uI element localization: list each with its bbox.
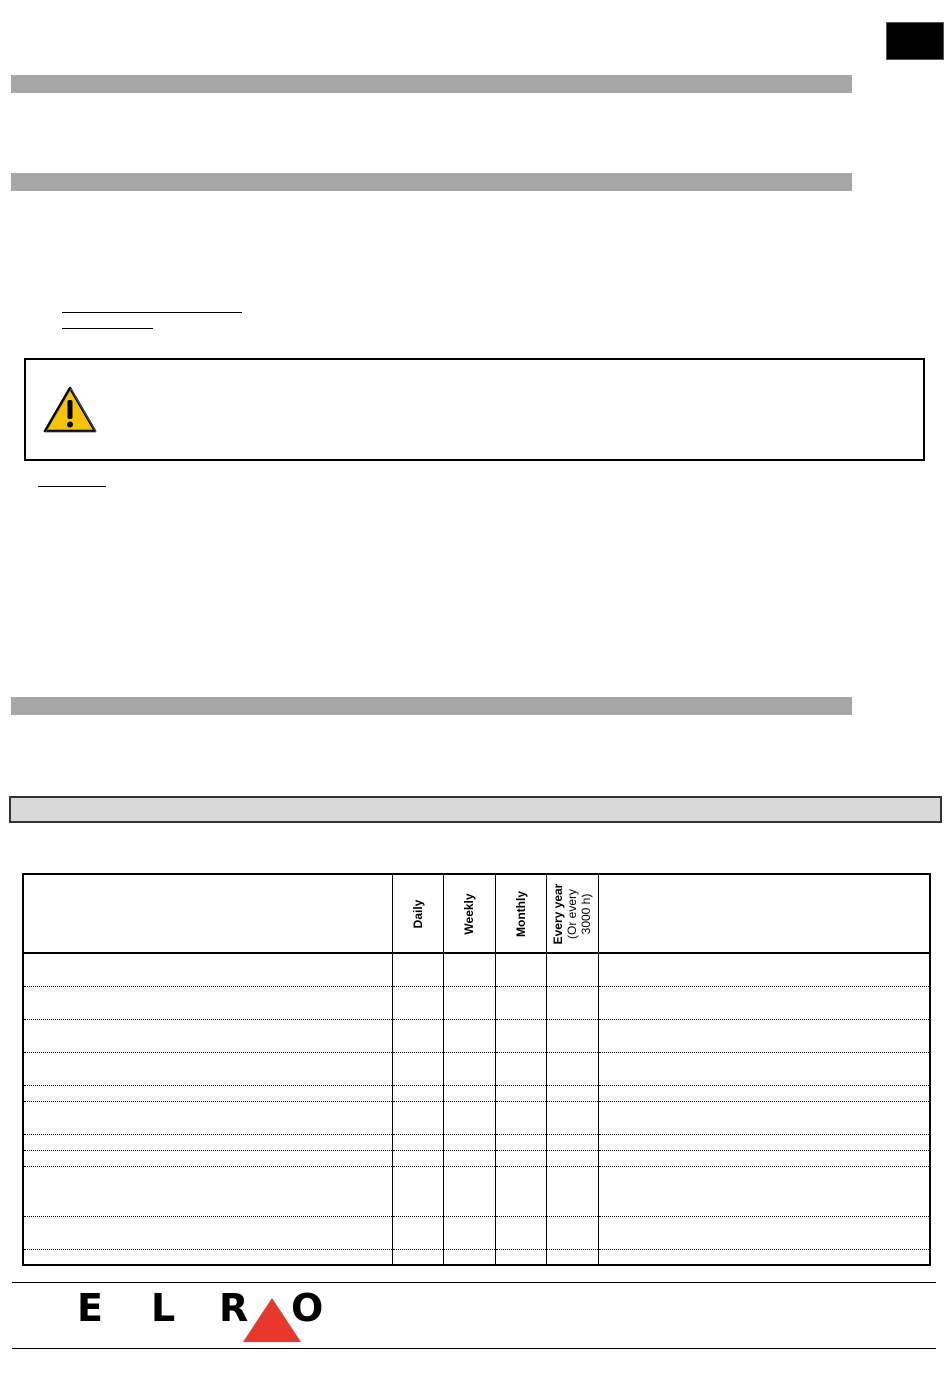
table-row [23,1019,930,1052]
logo-letter-o: O [291,1286,324,1330]
table-header-row [23,874,930,953]
logo-letter-r: R [219,1286,249,1330]
underline-heading-1 [62,312,242,313]
company-logo [75,1286,335,1346]
footer-bottom-rule [12,1348,936,1349]
table-row [23,1101,930,1134]
table-row [23,1134,930,1150]
footer-top-rule [12,1282,936,1283]
underline-heading-2 [62,328,153,329]
logo-letter-l: L [151,1286,176,1330]
header-daily: Daily [392,874,443,953]
warning-box [24,358,925,461]
section-heading-bar-2 [11,173,852,191]
page-tab-marker [886,22,944,60]
table-row [23,1166,930,1216]
header-monthly: Monthly [495,874,546,953]
table-row [23,1216,930,1249]
header-remarks [598,874,930,953]
underline-heading-3 [38,486,106,487]
table-row [23,1150,930,1166]
warning-triangle-icon [43,385,97,435]
subsection-heading-bar [9,796,942,823]
header-task [23,874,392,953]
logo-letter-e: E [77,1286,103,1330]
section-heading-bar-1 [11,75,852,93]
table-row [23,1085,930,1101]
table-row [23,986,930,1019]
header-weekly: Weekly [443,874,495,953]
table-row [23,1052,930,1085]
table-row [23,953,930,986]
section-heading-bar-3 [11,697,852,715]
header-yearly: Every year (Or every 3000 h) [546,874,598,953]
maintenance-schedule-table [22,873,931,1266]
table-row [23,1249,930,1265]
